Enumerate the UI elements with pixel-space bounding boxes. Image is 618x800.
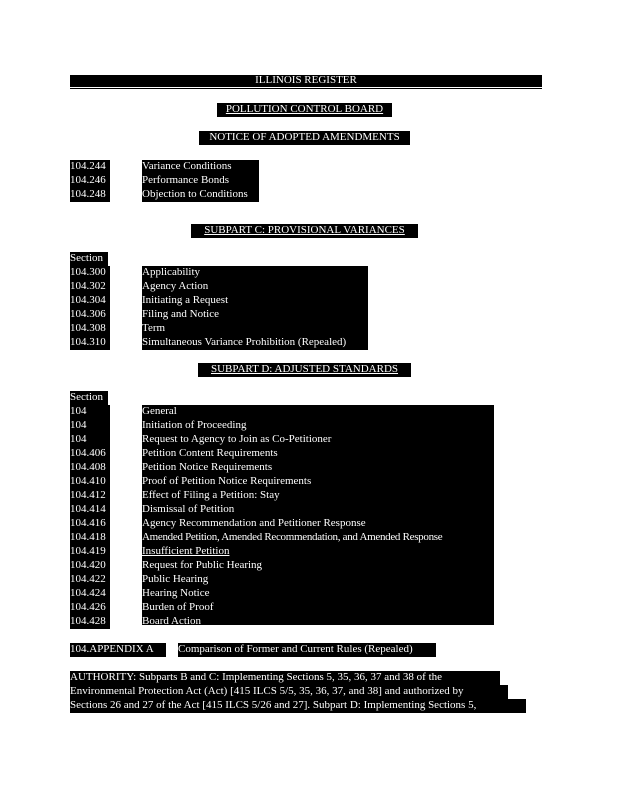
header-rule: [70, 88, 542, 89]
section-number: 104.310: [70, 336, 110, 350]
section-number: 104.428: [70, 615, 110, 629]
section-number: 104.424: [70, 587, 110, 601]
section-title: Petition Notice Requirements: [142, 461, 494, 475]
section-title: General: [142, 405, 494, 419]
section-title: Board Action: [142, 615, 494, 625]
section-number: 104.300: [70, 266, 110, 280]
section-title: Initiating a Request: [142, 294, 368, 308]
section-title: Simultaneous Variance Prohibition (Repealed): [142, 336, 368, 350]
authority-line: AUTHORITY: Subparts B and C: Implementing Sections 5, 35, 36, 37 and 38 of the: [70, 671, 500, 685]
section-title: Hearing Notice: [142, 587, 494, 601]
section-title: Agency Action: [142, 280, 368, 294]
section-number: 104: [70, 419, 110, 433]
subpart-c-section-label: Section: [70, 252, 108, 266]
section-title: Variance Conditions: [142, 160, 259, 174]
section-title: Initiation of Proceeding: [142, 419, 494, 433]
section-title: Effect of Filing a Petition: Stay: [142, 489, 494, 503]
authority-line: Environmental Protection Act (Act) [415 ILCS 5/5, 35, 36, 37, and 38] and authorized by: [70, 685, 508, 699]
section-number: 104.302: [70, 280, 110, 294]
subpart-d-heading: SUBPART D: ADJUSTED STANDARDS: [198, 363, 411, 377]
section-title: Filing and Notice: [142, 308, 368, 322]
section-title: Burden of Proof: [142, 601, 494, 615]
section-title: Agency Recommendation and Petitioner Response: [142, 517, 494, 531]
section-number: 104.246: [70, 174, 110, 188]
section-number: 104.416: [70, 517, 110, 531]
section-number: 104.420: [70, 559, 110, 573]
section-title: Term: [142, 322, 368, 336]
section-title: Applicability: [142, 266, 368, 280]
section-number: 104.304: [70, 294, 110, 308]
notice-title: NOTICE OF ADOPTED AMENDMENTS: [199, 131, 410, 145]
section-title: Objection to Conditions: [142, 188, 259, 202]
section-title: Petition Content Requirements: [142, 447, 494, 461]
section-title: Proof of Petition Notice Requirements: [142, 475, 494, 489]
section-number: 104.248: [70, 188, 110, 202]
section-number: 104.418: [70, 531, 110, 545]
appendix-title: Comparison of Former and Current Rules (Repealed): [178, 643, 436, 657]
section-number: 104.308: [70, 322, 110, 336]
section-number: 104.244: [70, 160, 110, 174]
subpart-c-heading: SUBPART C: PROVISIONAL VARIANCES: [191, 224, 418, 238]
section-title: Request for Public Hearing: [142, 559, 494, 573]
register-title: ILLINOIS REGISTER: [255, 75, 357, 86]
section-number: 104.422: [70, 573, 110, 587]
board-title: POLLUTION CONTROL BOARD: [217, 103, 392, 117]
subpart-d-section-label: Section: [70, 391, 108, 405]
section-number: 104.426: [70, 601, 110, 615]
register-header-bar: [70, 75, 542, 87]
section-number: 104.306: [70, 308, 110, 322]
section-title: Amended Petition, Amended Recommendation, and Amended Response: [142, 531, 494, 545]
section-number: 104: [70, 405, 110, 419]
section-number: 104.406: [70, 447, 110, 461]
section-number: 104.408: [70, 461, 110, 475]
section-number: 104.414: [70, 503, 110, 517]
authority-line: Sections 26 and 27 of the Act [415 ILCS 5/26 and 27]. Subpart D: Implementing Sections 5,: [70, 699, 526, 713]
appendix-number: 104.APPENDIX A: [70, 643, 166, 657]
section-title: Dismissal of Petition: [142, 503, 494, 517]
section-title: Insufficient Petition: [142, 545, 494, 559]
section-title: Public Hearing: [142, 573, 494, 587]
section-title: Request to Agency to Join as Co-Petitioner: [142, 433, 494, 447]
section-number: 104.410: [70, 475, 110, 489]
section-number: 104.419: [70, 545, 110, 559]
section-number: 104.412: [70, 489, 110, 503]
section-title: Performance Bonds: [142, 174, 259, 188]
section-number: 104: [70, 433, 110, 447]
